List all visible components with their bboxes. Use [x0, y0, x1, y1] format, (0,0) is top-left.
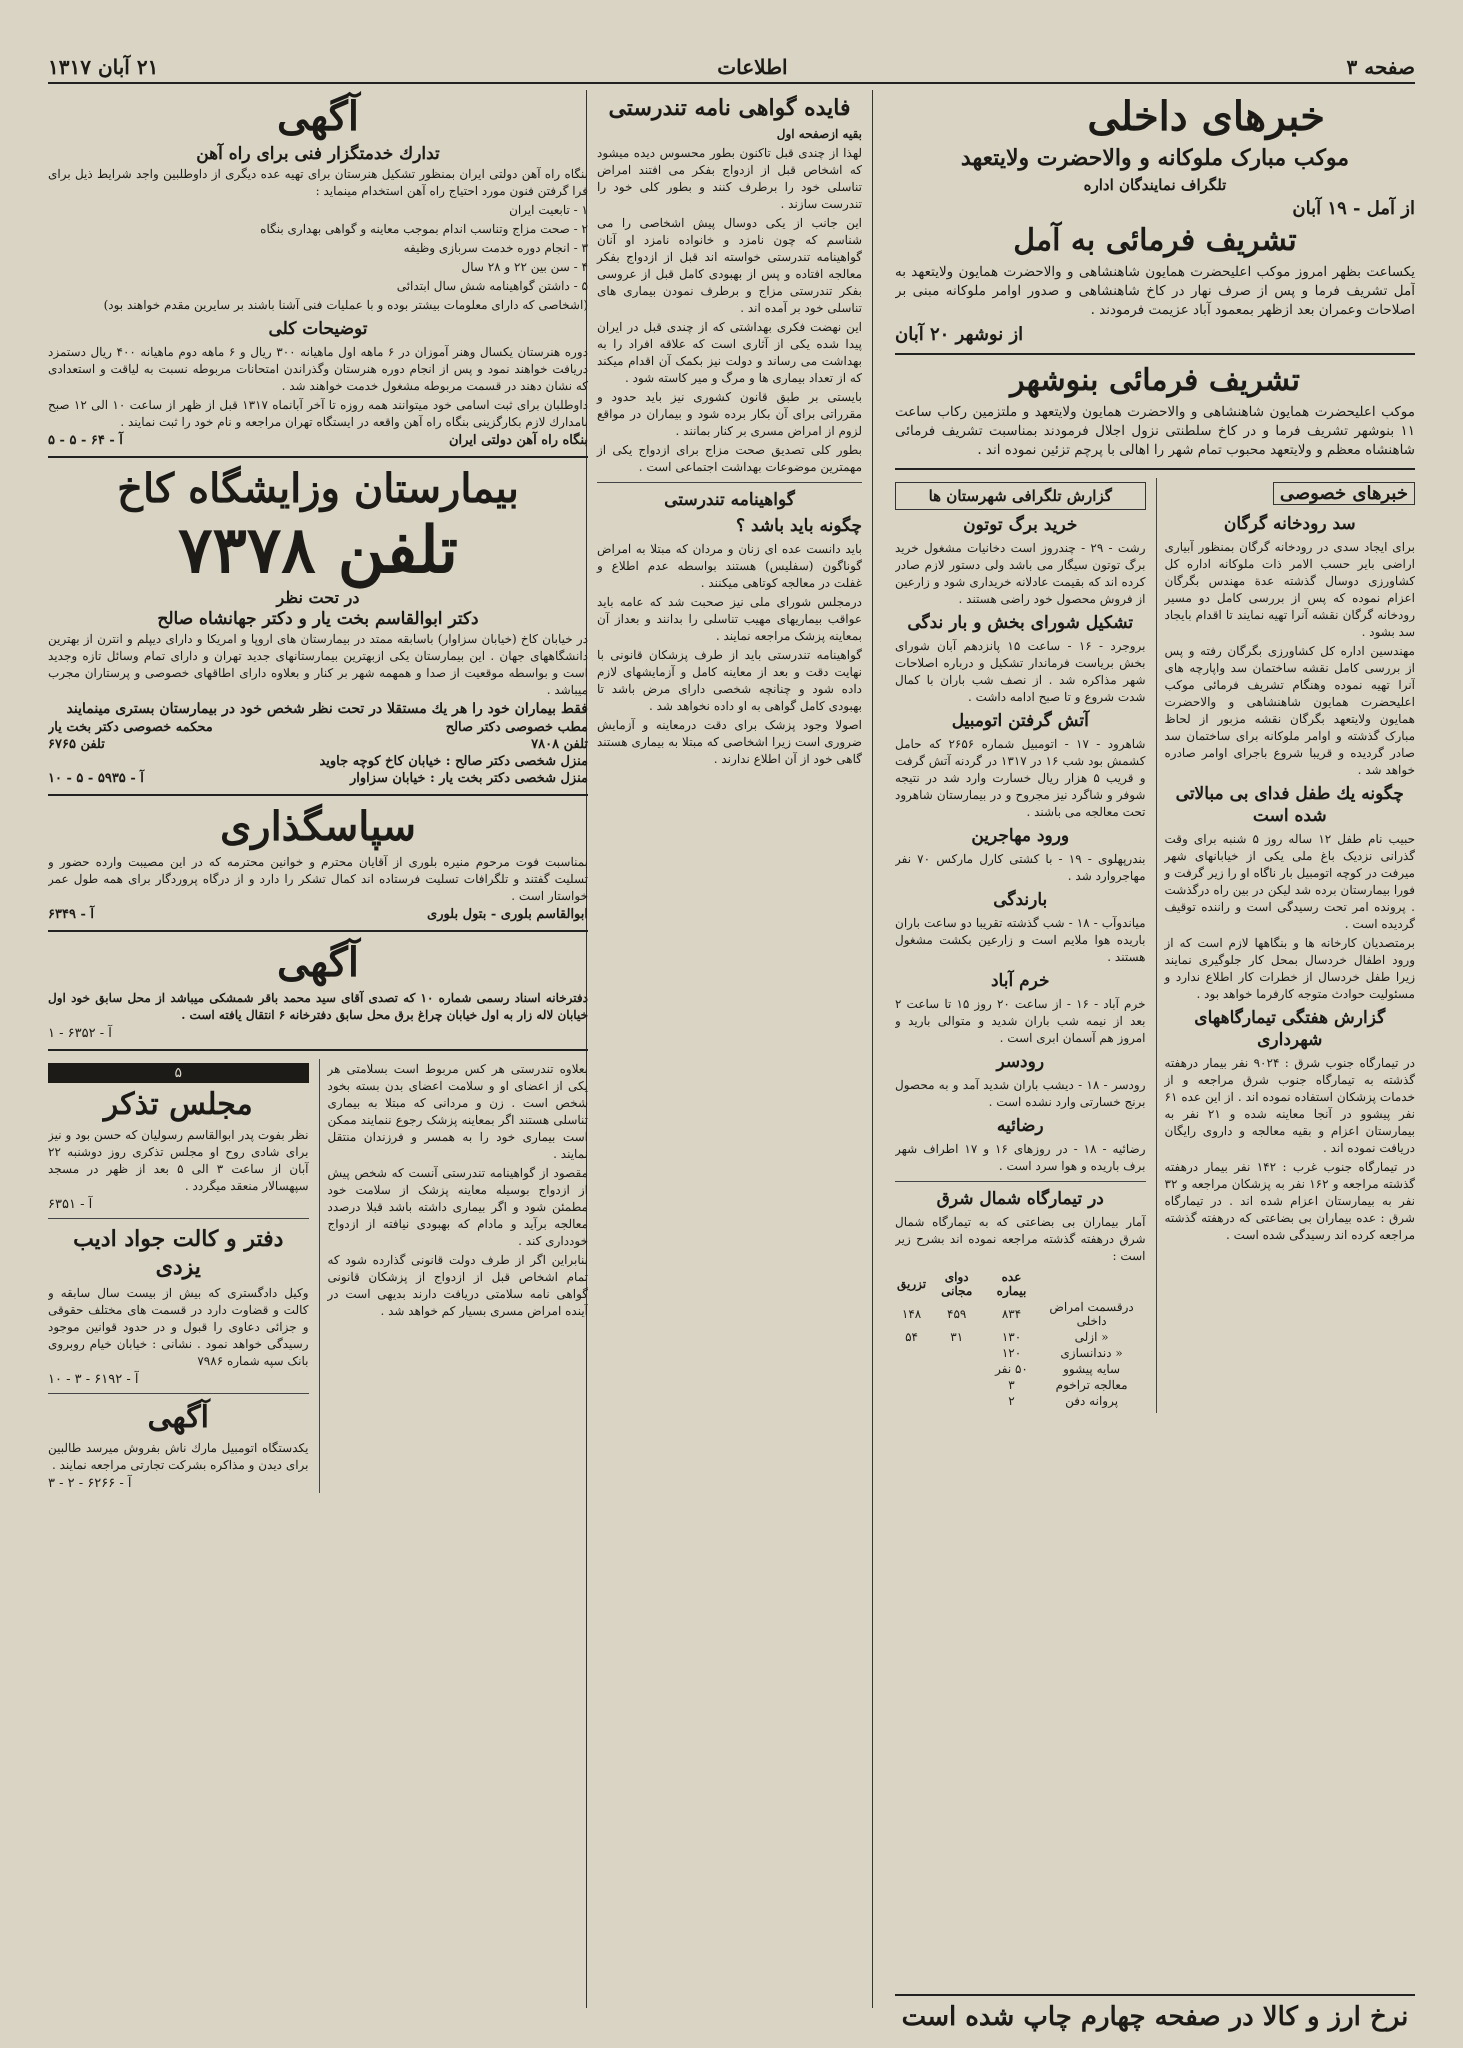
table-cell: [895, 1377, 928, 1393]
health-certificate-column: [586, 90, 873, 2008]
notary-ad-title: آگهی: [277, 939, 359, 986]
car-ad-title: آگهی: [147, 1400, 209, 1435]
office-one: مطب خصوصی دکتر صالح: [445, 720, 588, 735]
ads-column: [48, 90, 588, 2008]
hospital-name: بیمارستان وزایشگاه کاخ: [117, 465, 519, 512]
currency-rates-note: نرخ ارز و کالا در صفحه چهارم چاپ شده است: [895, 1994, 1415, 2032]
memorial-title: مجلس تذکر: [103, 1087, 253, 1122]
lawyer-code: آ - ۶۱۹۲ - ۳ - ۱۰: [48, 1372, 139, 1387]
railway-details: دوره هنرستان یکسال وهنر آموزان در ۶ ماهه اول ماهیانه ۳۰۰ ریال و ۶ ماهه دوم ماهیانه ۴۰۰ ریال دستمزد دریافت خواهند نمود و پس از انجام دوره هنرستان وگذراندن امتحانات مربوطه نسبت به لیاقت و استعدادی که نشان دهند در قسمت مربوطه مشغول خدمت خواهند شد .: [48, 345, 588, 393]
notary-ad-code: آ - ۶۳۵۲ - ۱: [48, 1026, 112, 1041]
hospital-phone: تلفن ۷۳۷۸: [178, 513, 458, 588]
thanks-text: بمناسبت فوت مرحوم منیره بلوری از آقایان محترم و خوانین محترمه که در این مصیبت وارده حضور و تسلیت گفتند و تلگرافات تسلیت فرستاده اند کمال تشکر را دارد و از درگاه پروردگار برای همه طول عمر خواستار است .: [48, 855, 588, 903]
news-heading: چگونه یك طفل فدای بی مبالاتی شده است: [1175, 784, 1404, 826]
table-row: [895, 1377, 1146, 1393]
clinic-title: در تیمارگاه شمال شرق: [936, 1189, 1104, 1209]
table-cell: [928, 1377, 985, 1393]
table-cell: ۲: [1008, 1394, 1015, 1408]
news-heading: بارندگی: [993, 890, 1048, 910]
railway-ad-subtitle: تدارك خدمتگزار فنی برای راه آهن: [196, 144, 440, 164]
memorial-code: آ - ۶۳۵۱: [48, 1197, 93, 1212]
railway-registration: داوطلبان برای ثبت اسامی خود میتوانند همه روزه تا آخر آبانماه ۱۳۱۷ قبل از ظهر از ساعت ۱۰ الی ۱۲ صبح بامدارك لازم بکارگزینی بنگاه راه آهن واقعه در ایستگاه تهران مراجعه و نام خود را ثبت نمایند .: [48, 398, 588, 429]
domestic-news-column: [895, 90, 1415, 2008]
news-paragraph: در تیمارگاه جنوب شرق : ۹۰۲۴ نفر بیمار درهفته گذشته به تیمارگاه جنوب شرق مراجعه و از خدمات پزشکان استفاده نموده اند . از این عده ۶۱ نفر پیشوو در آنجا معاینه شده و ۲۱ نفر به بیمارستان اعزام و بقیه معالجه و داروی رایگان دریافت نموده اند .: [1164, 1056, 1415, 1155]
hospital-supervision: در تحت نظر: [276, 588, 360, 607]
car-ad-text: یکدستگاه اتومبیل مارك ناش بفروش میرسد طالبین برای دیدن و مذاکره بشرکت تجارتی مراجعه نمایند .: [48, 1441, 309, 1472]
page-number: صفحه ۳: [1346, 55, 1415, 79]
news-heading: خرم آباد: [990, 971, 1050, 991]
news-subcolumns: [895, 478, 1415, 1413]
paper-name: اطلاعات: [717, 55, 788, 79]
table-cell: پروانه دفن: [1065, 1394, 1119, 1408]
table-cell: درقسمت امراض داخلی: [1049, 1300, 1134, 1328]
table-cell: ۴۵۹: [947, 1307, 967, 1321]
news-heading: رودسر: [996, 1052, 1045, 1072]
bottom-ads-right: [319, 1059, 589, 1493]
bottom-ads-left: [48, 1059, 309, 1493]
col-header: دوای مجانی: [941, 1270, 973, 1298]
table-cell: ۳: [1008, 1378, 1015, 1392]
table-cell: ۳۱: [950, 1330, 964, 1344]
news-paragraph: مهندسین اداره کل کشاورزی بگرگان رفته و پس از بررسی کامل نقشه ساختمان سد واپارچه های آنرا تهیه نموده وهنگام تشریف فرمائی موکب اعلیحضرت همایون شاهنشاهی و والاحضرت همایون ولایتعهد بگرگان نقشه مزبور از لحاظ مبارک گذشته و اوامر ملوکانه برای ساختمان سد صادر گردیده و قریبا شروع باجرای اوامر صادره خواهد شد .: [1164, 644, 1415, 777]
news-heading: گزارش هفتگی تیمارگاههای شهرداری: [1194, 1008, 1386, 1050]
table-cell: معالجه تراخوم: [1055, 1378, 1128, 1392]
table-cell: ۱۴۸: [901, 1307, 922, 1321]
paragraph: این جانب از یکی دوسال پیش اشخاصی را می شناسم که چون نامزد و خانواده نامزد او آنان گواهینامه تندرستی خواسته اند قبل از ازدواج بفکر معالجه افتاده و پس از بهبودی کامل قبل از عروسی بفکر تندرستی مزاج و برطرف نمودن بیماری های تناسلی خود بر آمده اند .: [597, 216, 862, 315]
health-text-3: بنابراین اگر از طرف دولت قانونی گذارده شود که تمام اشخاص قبل از ازدواج از پزشکان قانونی گواهی نامه سلامتی دریافت دارند بدیهی است در آینده امراض مسری بسیار کم خواهد شد .: [327, 1253, 588, 1318]
lawyer-title: دفتر و کالت جواد ادیب یزدی: [73, 1226, 284, 1280]
news-paragraph: در تیمارگاه جنوب غرب : ۱۴۲ نفر بیمار درهفته گذشته مراجعه و ۱۶۲ نفر به پزشکان مراجعه و ۳۲ نفر به بیمارستان اعزام شده اند . در تیمارگاه شرق : عده بیماران بی بضاعتی که درهفته گذشته مراجعه کرده اند رسیدگی شده است .: [1164, 1160, 1415, 1242]
paragraph: اصولا وجود پزشک برای دقت درمعاینه و آزمایش ضروری است زیرا اشخاصی که مبتلا به بیماری هستند گاهی خود از آن اطلاع ندارند .: [597, 718, 862, 766]
article-subheading-2: چگونه باید باشد ؟: [736, 516, 862, 536]
table-row: [895, 1299, 1146, 1329]
telegraph-news-list: [895, 514, 1146, 1175]
hospital-code: آ - ۵۹۳۵ - ۵ - ۱۰: [48, 771, 144, 786]
news-paragraph: برای ایجاد سدی در رودخانه گرگان بمنظور آبیاری اراضی بایر حسب الامر ذات ملوکانه اداره کل کشاورزی دوسال گذشته عدة مهندس بگرگان اعزام نموده که پس از بررسی کامل دو مسیر رودخانه گرگان نقشه آنرا تهیه نمایند تا اقدام بایجاد سد بشود .: [1164, 540, 1415, 639]
table-cell: ۱۲۰: [1001, 1346, 1022, 1360]
address-two: منزل شخصی دکتر بخت یار : خیابان سزاوار: [350, 771, 588, 786]
railway-ad-code: آ - ۶۴ - ۵ - ۵: [48, 433, 123, 448]
clinic-stats-table: [895, 1269, 1146, 1409]
amol-paragraph: یکساعت بظهر امروز موکب اعلیحضرت همایون شاهنشاهی و والاحضرت همایون ولایتعهد به آمل تشریف فرما و پس از صرف نهار در کاخ شاهنشاهی و صدور اوامر ملوکانه مبنی بر اصلاحات وعمران بعد ازظهر بمعمود آباد عزیمت فرمودند .: [895, 264, 1415, 318]
phone-one: تلفن ۷۸۰۸: [531, 737, 588, 752]
table-cell: [928, 1361, 985, 1377]
news-paragraph: حبیب نام طفل ۱۲ ساله روز ۵ شنبه برای وقت گذرانی نزدیک باغ ملی یکی از خیابانهای شهر میرفت در کوچه اتومبیل بار ناگاه او را زیر گرفت و فورا بیمارستان برده شد لیکن در بین راه درگذشت . پرونده امر تحت رسیدگی است و راننده توقیف گردیده است .: [1164, 832, 1415, 931]
clinic-intro: آمار بیماران بی بضاعتی که به تیمارگاه شمال شرق درهفته گذشته مراجعه نموده اند بشرح زیر است :: [895, 1215, 1146, 1263]
requirement-item: ۲ - صحت مزاج وتناسب اندام بموجب معاینه و گواهی بهداری بنگاه: [260, 222, 588, 236]
col-header: عده بیماره: [996, 1270, 1027, 1298]
news-paragraph: بندرپهلوی - ۱۹ - با کشتی کارل مارکس ۷۰ نفر مهاجروارد شد .: [895, 852, 1146, 883]
news-heading: سد رودخانه گرگان: [1223, 514, 1356, 534]
car-ad-code: آ - ۶۲۶۶ - ۲ - ۳: [48, 1476, 132, 1491]
railway-details-title: توضیحات کلی: [268, 319, 368, 339]
news-paragraph: رشت - ۲۹ - چندروز است دخانیات مشغول خرید برگ توتون سیگار می باشد ولی دستور لازم صادر کرده اند که بقیمت عادلانه خریداری شود و زارعین از فروش محصول خود راضی هستند .: [895, 541, 1146, 606]
private-news-subcolumn: [1156, 478, 1416, 1413]
table-cell: ۵۴: [905, 1330, 918, 1344]
news-paragraph: میاندوآب - ۱۸ - شب گذشته تقریبا دو ساعت باران باریده هوا ملایم است و زارعین بکشت مشغول هستند .: [895, 916, 1146, 964]
lawyer-text: وکیل دادگستری که بیش از بیست سال سابقه و کالت و قضاوت دارد در قسمت های مختلف حقوقی و جزائی دعاوی را قبول و در حدود قوانین موجود رسیدگی خواهد نمود . نشانی : خیابان خیام روبروی بانک سپه شماره ۷۹۸۶: [48, 1286, 309, 1368]
news-paragraph: شاهرود - ۱۷ - اتومبیل شماره ۲۶۵۶ که حامل کشمش بود شب ۱۶ در ۱۳۱۷ در گردنه آتش گرفت و قریب ۵ هزار ریال خسارت وارد شد در نتیجه شوفر و شاگرد نیز مجروح و در بیمارستان شاهرود تحت معالجه می باشند .: [895, 737, 1146, 819]
memorial-bar: ۵: [48, 1063, 309, 1083]
paragraph: باید دانست عده ای زنان و مردان که مبتلا به امراض گوناگون (سفلیس) هستند بواسطه عدم اطلاع و غفلت در معالجه کوتاهی میکنند .: [597, 542, 862, 590]
railway-note: (اشخاصی که دارای معلومات بیشتر بوده و با عملیات فنی آشنا باشند بر سایرین مقدم خواهند بود): [103, 298, 588, 312]
requirement-item: ۳ - انجام دوره خدمت سربازی وظیفه: [403, 241, 588, 255]
headline-royal: موکب مبارک ملوکانه و والاحضرت ولایتعهد: [960, 145, 1350, 171]
phone-two: تلفن ۶۷۶۵: [48, 737, 105, 752]
news-paragraph: رضائیه - ۱۸ - در روزهای ۱۶ و ۱۷ اطراف شهر برف باریده و هوا سرد است .: [895, 1142, 1146, 1173]
page-header: [48, 52, 1415, 84]
requirement-item: ۱ - تابعیت ایران: [509, 203, 588, 217]
private-news-list: [1165, 513, 1416, 1244]
paragraph: درمجلس شورای ملی نیز صحبت شد که عامه باید عواقب بیماریهای مهیب تناسلی را بدانند و بعداز آن بمعاینه پزشک مراجعه نمایند .: [597, 595, 862, 643]
dateline-nowshahr: از نوشهر ۲۰ آبان: [895, 324, 1024, 345]
paragraph: این نهضت فکری بهداشتی که از چندی قبل در ایران پیدا شده یکی از آثاری است که علاقه افراد را به بهداشت می رساند و دولت نیز بکمک آن اقدام میکند که از تعداد بیماری ها و مرگ و میر کاسته شود .: [597, 320, 862, 385]
news-paragraph: برمتصدیان کارخانه ها و بنگاهها لازم است که از ورود اطفال خردسال بمحل کار جلوگیری نمایند زیرا طفل خردسال از خطرات کار اطلاع ندارد و مسئولیت حوادث متوجه کارفرما خواهد بود .: [1164, 936, 1415, 1001]
section-title: خبرهای داخلی: [1087, 93, 1325, 140]
table-cell: [928, 1393, 985, 1409]
railway-ad-intro: بنگاه راه آهن دولتی ایران بمنظور تشکیل هنرستان برای تهیه عده دیگری از داوطلبین واجد شرایط ذیل برای فرا گرفتن فنون مورد احتیاج راه آهن استخدام مینماید :: [48, 167, 588, 198]
headline-nowshahr: تشریف فرمائی بنوشهر: [1010, 363, 1300, 398]
paragraph: بطور کلی تصدیق صحت مزاج برای ازدواج یکی از مهمترین موضوعات بهداشت اجتماعی است .: [597, 443, 862, 474]
table-cell: ۱۳۰: [1001, 1330, 1022, 1344]
thanks-title: سپاسگذاری: [219, 803, 417, 850]
news-paragraph: رودسر - ۱۸ - دیشب باران شدید آمد و به محصول برنج خسارتی وارد نشده است .: [895, 1078, 1146, 1109]
requirement-item: ۴ - سن بین ۲۲ و ۲۸ سال: [461, 260, 588, 274]
headline-amol: تشریف فرمائی به آمل: [1013, 223, 1297, 258]
private-news-title: خبرهای خصوصی: [1273, 482, 1415, 505]
continuation-note: بقیه ازصفحه اول: [776, 127, 862, 141]
memorial-text: نظر بفوت پدر ابوالقاسم رسولیان که حسن بود و نیز برای شادی روح او مجلس تذکری روز دوشنبه ۲۲ آبان از ساعت ۳ الی ۵ بعد از ظهر در مسجد سپهسالار منعقد میگردد .: [48, 1128, 309, 1193]
hospital-doctors: دکتر ابوالقاسم بخت یار و دکتر جهانشاه صالح: [157, 609, 479, 629]
paragraph: بایستی بر طبق قانون کشوری نیز باید حدود و مقرراتی برای آن بکار برده شود و بیماران در مواقع لزوم از امراض مسری بر کنار بمانند .: [597, 390, 862, 438]
news-heading: رضائیه: [996, 1116, 1044, 1136]
col-header: تزریق: [897, 1277, 927, 1291]
issue-date: ۲۱ آبان ۱۳۱۷: [48, 55, 159, 79]
table-cell: [895, 1393, 928, 1409]
paragraph: لهذا از چندی قبل تاکنون بطور محسوس دیده میشود که اشخاص قبل از ازدواج بفکر می افتند امراض تناسلی خود را برطرف کنند و بطور کلی خود را تندرست سازند .: [597, 146, 862, 211]
table-row: [895, 1393, 1146, 1409]
office-two: محکمه خصوصی دکتر بخت یار: [48, 720, 213, 735]
health-text-2: مقصود از گواهینامه تندرستی آنست که شخص پیش از ازدواج بوسیله معاینه پزشک از سلامت خود مطمئن شود و اگر بیماری داشته باشد قبلا درصدد معالجه برآید و مادام که بهبودی نیافته از ازدواج خودداری کند .: [327, 1166, 588, 1248]
news-heading: ورود مهاجرین: [971, 826, 1070, 846]
railway-requirements: [48, 202, 588, 295]
thanks-signature: ابوالقاسم بلوری - بتول بلوری: [427, 907, 588, 922]
news-paragraph: بروجرد - ۱۶ - ساعت ۱۵ پانزدهم آبان شورای بخش بریاست فرماندار تشکیل و درباره اصلاحات شهر مذاکره شد . از نصف شب باران با کمال شدت شروع و تا صبح ادامه داشت .: [895, 639, 1146, 704]
table-cell: ۵۰ نفر: [995, 1362, 1028, 1376]
table-cell: « ازلی: [1074, 1330, 1109, 1344]
news-heading: تشکیل شورای بخش و بار ندگی: [907, 613, 1134, 633]
thanks-code: آ - ۶۳۴۹: [48, 907, 94, 922]
nowshahr-paragraph: موکب اعلیحضرت همایون شاهنشاهی و والاحضرت همایون ولایتعهد و ملتزمین رکاب ساعت ۱۱ بنوشهر تشریف فرما و در کاخ سلطنتی نزول اجلال فرمودند بمناسبت تشریف فرمائی شاهنشاه معظم و ولایتعهد محبوب تمام شهر را اهالی با پرچم تزئین نموده اند .: [895, 404, 1415, 458]
notary-ad-text: دفترخانه اسناد رسمی شماره ۱۰ که تصدی آقای سید محمد باقر شمشکی میباشد از محل سابق خود اول خیابان لاله زار به اول خیابان چراغ برق محل سابق دفترخانه ۶ انتقال یافته است .: [48, 991, 588, 1022]
railway-signature: بنگاه راه آهن دولتی ایران: [448, 433, 588, 448]
dateline-amol: از آمل - ۱۹ آبان: [1292, 198, 1415, 219]
article-title: فایده گواهی نامه تندرستی: [608, 95, 851, 121]
table-cell: سایه پیشوو: [1063, 1362, 1121, 1376]
telegraph-box-title: گزارش تلگرافی شهرستان ها: [895, 482, 1146, 510]
requirement-item: ۵ - داشتن گواهینامه شش سال ابتدائی: [396, 279, 588, 293]
health-text-1: بعلاوه تندرستی هر کس مربوط است بسلامتی هر یکی از اعضای او و سلامت اعضای بدن بسته بخود شخص است . زن و مردانی که مبتلا به بیماری تناسلی هستند اگر بمعاینه پزشک رجوع ننمایند ممکن است بیماری خود را به همسر و فرزندان منتقل نمایند .: [327, 1062, 588, 1161]
telegraph-line: تلگراف نمایندگان اداره: [1083, 176, 1227, 194]
table-cell: ۸۳۴: [1001, 1307, 1022, 1321]
table-row: [895, 1329, 1146, 1345]
paragraph: گواهینامه تندرستی باید از طرف پزشکان قانونی با نهایت دقت و بعد از معاینه کامل و آزمایشهای لازم داده شود و چنانچه شخصی دارای مرض باشد تا بهبودی کامل گواهی به او داده نخواهد شد .: [597, 648, 862, 713]
railway-ad-title: آگهی: [277, 93, 359, 140]
table-cell: [895, 1361, 928, 1377]
table-cell: [895, 1345, 928, 1361]
news-paragraph: خرم آباد - ۱۶ - از ساعت ۲۰ روز ۱۵ تا ساعت ۲ بعد از نیمه شب باران شدید و متوالی بارید و امروز هم آسمان ابری است .: [895, 997, 1146, 1045]
table-cell: « دندانسازی: [1060, 1346, 1123, 1360]
article-body: [597, 145, 862, 476]
news-heading: خرید برگ توتون: [963, 515, 1078, 535]
table-cell: [928, 1345, 985, 1361]
bottom-ads: [48, 1059, 588, 1493]
article-subheading: گواهینامه تندرستی: [664, 490, 795, 510]
hospital-description: در خیابان کاخ (خیابان سزاوار) باسابقه ممتد در بیمارستان های اروپا و امریکا و دارای دیپلم و انترن از بهترین دانشگاههای جهان . این بیمارستان یکی ازبهترین بیمارستانهای جدید تهران و دارای تمام وسائل تازه وجدید است و بواسطه موقعیت از صدا و همهمه شهر بر کنار و بعلاوه دارای اطاقهای خصوصی و پرستاران مجرب میباشد .: [48, 632, 588, 697]
news-heading: آتش گرفتن اتومبیل: [951, 711, 1089, 731]
table-row: [895, 1345, 1146, 1361]
telegraph-reports-subcolumn: [895, 478, 1146, 1413]
address-one: منزل شخصی دکتر صالح : خیابان کاخ کوچه جاوید: [319, 754, 588, 769]
table-row: [895, 1361, 1146, 1377]
hospital-bold-note: فقط بیماران خود را هر یك مستقلا در تحت نظر شخص خود در بیمارستان بستری مینمایند: [66, 701, 588, 717]
article-body-2: [597, 541, 862, 768]
